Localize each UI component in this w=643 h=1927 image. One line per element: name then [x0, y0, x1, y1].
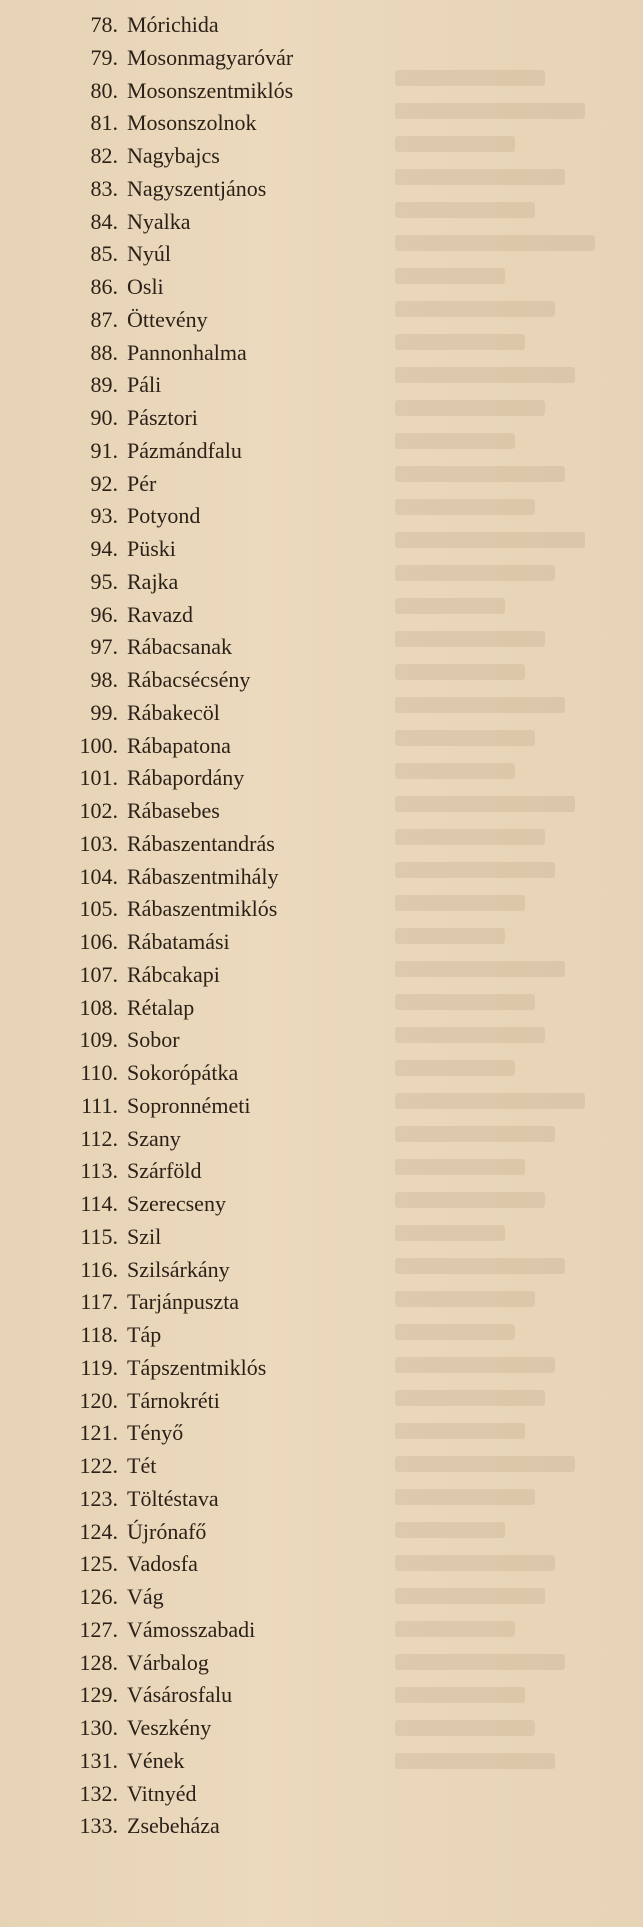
entry-number: 122.: [79, 1453, 118, 1478]
entry-number: 88.: [90, 339, 118, 365]
ghost-text-line: [395, 301, 555, 317]
entry-name: Mosonszentmiklós: [127, 77, 294, 103]
ghost-text-line: [395, 862, 555, 878]
ghost-text-line: [395, 631, 545, 647]
entry-number: 112.: [80, 1125, 118, 1151]
entry-number: 92.: [90, 470, 118, 496]
entry-number: 91.: [90, 437, 118, 463]
entry-number: 126.: [79, 1584, 118, 1609]
ghost-text-line: [395, 1357, 555, 1373]
entry-name: Rábaszentmiklós: [127, 896, 278, 922]
entry-name: Vásárosfalu: [127, 1682, 233, 1708]
entry-name: Mosonszolnok: [127, 110, 257, 136]
entry-number: 100.: [79, 732, 118, 758]
entry-name: Pannonhalma: [127, 339, 247, 365]
entry-number: 101.: [79, 765, 118, 791]
ghost-text-line: [395, 1753, 555, 1769]
ghost-text-line: [395, 466, 565, 482]
entry-number: 102.: [79, 798, 118, 823]
entry-name: Rábakecöl: [127, 699, 220, 725]
entry-name: Tényő: [127, 1420, 184, 1446]
ghost-text-line: [395, 70, 545, 86]
entry-name: Nagybajcs: [127, 143, 220, 168]
entry-number: 78.: [90, 12, 118, 37]
entry-number: 133.: [79, 1813, 118, 1839]
entry-number: 109.: [79, 1027, 118, 1053]
ghost-text-line: [395, 1390, 545, 1406]
ghost-text-line: [395, 400, 545, 416]
entry-number: 81.: [90, 110, 118, 136]
ghost-text-line: [395, 103, 585, 119]
entry-name: Sobor: [127, 1027, 180, 1053]
entry-name: Veszkény: [127, 1715, 212, 1740]
ghost-text-line: [395, 829, 545, 845]
ghost-text-line: [395, 136, 515, 152]
entry-number: 103.: [79, 830, 118, 856]
entry-name: Nyúl: [127, 241, 171, 267]
entry-name: Tét: [127, 1453, 157, 1478]
entry-number: 105.: [79, 896, 118, 922]
entry-name: Tarjánpuszta: [127, 1289, 240, 1315]
entry-number: 85.: [90, 241, 118, 267]
ghost-text-line: [395, 895, 525, 911]
ghost-text-line: [395, 1489, 535, 1505]
entry-name: Ravazd: [127, 601, 193, 627]
ghost-text-line: [395, 169, 565, 185]
entry-number: 124.: [79, 1518, 118, 1544]
entry-number: 119.: [80, 1354, 118, 1380]
ghost-text-line: [395, 235, 595, 251]
ghost-text-line: [395, 367, 575, 383]
entry-number: 94.: [90, 536, 118, 561]
entry-name: Rábapordány: [127, 765, 245, 791]
ghost-text-line: [395, 796, 575, 812]
entry-name: Szerecseny: [127, 1191, 226, 1216]
entry-name: Páli: [127, 372, 162, 398]
entry-number: 95.: [90, 568, 118, 594]
entry-number: 120.: [79, 1387, 118, 1413]
entry-number: 82.: [90, 143, 118, 168]
entry-name: Osli: [127, 274, 164, 299]
entry-name: Rábacsanak: [127, 634, 233, 660]
ghost-text-line: [395, 268, 505, 284]
entry-number: 118.: [80, 1322, 118, 1347]
ghost-text-line: [395, 532, 585, 548]
entry-number: 108.: [79, 994, 118, 1020]
entry-number: 114.: [80, 1191, 118, 1216]
entry-number: 130.: [79, 1715, 118, 1740]
entry-name: Nyalka: [127, 208, 191, 234]
ghost-text-line: [395, 1522, 505, 1538]
ghost-text-line: [395, 1423, 525, 1439]
ghost-text-line: [395, 961, 565, 977]
entry-number: 113.: [80, 1158, 118, 1184]
ghost-text-line: [395, 202, 535, 218]
entry-number: 116.: [80, 1256, 118, 1282]
entry-name: Szárföld: [127, 1158, 202, 1184]
ghost-text-line: [395, 1720, 535, 1736]
ghost-text-line: [395, 1456, 575, 1472]
entry-name: Újrónafő: [127, 1518, 207, 1544]
entry-name: Várbalog: [127, 1649, 209, 1675]
entry-number: 107.: [79, 961, 118, 987]
ghost-text-line: [395, 697, 565, 713]
entry-number: 129.: [79, 1682, 118, 1708]
entry-number: 98.: [90, 667, 118, 692]
ghost-text-line: [395, 1588, 545, 1604]
entry-number: 131.: [79, 1747, 118, 1773]
ghost-text-line: [395, 1291, 535, 1307]
entry-name: Vág: [127, 1584, 164, 1609]
ghost-text-line: [395, 1225, 505, 1241]
entry-number: 79.: [90, 44, 118, 70]
entry-number: 84.: [90, 208, 118, 234]
entry-number: 104.: [79, 863, 118, 889]
entry-name: Szany: [127, 1125, 181, 1151]
entry-name: Tárnokréti: [127, 1387, 220, 1413]
entry-number: 87.: [90, 306, 118, 332]
entry-number: 97.: [90, 634, 118, 660]
ghost-text-line: [395, 334, 525, 350]
entry-name: Potyond: [127, 503, 201, 529]
entry-number: 127.: [79, 1616, 118, 1642]
entry-name: Pásztori: [127, 405, 198, 430]
entry-name: Pázmándfalu: [127, 437, 242, 463]
entry-name: Rajka: [127, 568, 179, 594]
ghost-text-line: [395, 1258, 565, 1274]
entry-name: Mosonmagyaróvár: [127, 44, 294, 70]
entry-number: 83.: [90, 175, 118, 201]
entry-name: Öttevény: [127, 306, 208, 332]
entry-number: 90.: [90, 405, 118, 430]
entry-name: Püski: [127, 536, 176, 561]
ghost-text-line: [395, 1654, 565, 1670]
ghost-text-line: [395, 994, 535, 1010]
entry-number: 115.: [80, 1223, 118, 1249]
entry-name: Rábcakapi: [127, 961, 220, 987]
entry-name: Mórichida: [127, 12, 219, 37]
ghost-text-line: [395, 1060, 515, 1076]
entry-number: 123.: [79, 1485, 118, 1511]
entry-number: 86.: [90, 274, 118, 299]
ghost-text-line: [395, 1126, 555, 1142]
ghost-text-line: [395, 433, 515, 449]
entry-name: Szilsárkány: [127, 1256, 230, 1282]
entry-name: Szil: [127, 1223, 162, 1249]
ghost-text-line: [395, 763, 515, 779]
entry-number: 125.: [79, 1551, 118, 1577]
ghost-text-line: [395, 1093, 585, 1109]
entry-name: Táp: [127, 1322, 162, 1347]
entry-number: 89.: [90, 372, 118, 398]
entry-number: 80.: [90, 77, 118, 103]
entry-name: Vámosszabadi: [127, 1616, 256, 1642]
entry-name: Vadosfa: [127, 1551, 198, 1577]
ghost-text-line: [395, 1324, 515, 1340]
bleed-through-text: [395, 70, 635, 1850]
entry-name: Sokorópátka: [127, 1060, 239, 1085]
ghost-text-line: [395, 730, 535, 746]
entry-number: 117.: [80, 1289, 118, 1315]
entry-name: Vitnyéd: [127, 1780, 197, 1806]
entry-name: Rábaszentandrás: [127, 830, 275, 856]
ghost-text-line: [395, 499, 535, 515]
ghost-text-line: [395, 1687, 525, 1703]
entry-name: Rábasebes: [127, 798, 220, 823]
entry-number: 121.: [79, 1420, 118, 1446]
ghost-text-line: [395, 1192, 545, 1208]
entry-number: 96.: [90, 601, 118, 627]
entry-name: Zsebeháza: [127, 1813, 220, 1839]
entry-name: Töltéstava: [127, 1485, 219, 1511]
entry-number: 128.: [79, 1649, 118, 1675]
entry-number: 110.: [80, 1060, 118, 1085]
ghost-text-line: [395, 664, 525, 680]
entry-number: 106.: [79, 929, 118, 954]
entry-name: Sopronnémeti: [127, 1092, 251, 1118]
entry-name: Nagyszentjános: [127, 175, 267, 201]
ghost-text-line: [395, 565, 555, 581]
entry-name: Rétalap: [127, 994, 195, 1020]
ghost-text-line: [395, 598, 505, 614]
ghost-text-line: [395, 1027, 545, 1043]
entry-name: Rábatamási: [127, 929, 230, 954]
entry-name: Pér: [127, 470, 157, 496]
entry-number: 93.: [90, 503, 118, 529]
ghost-text-line: [395, 1621, 515, 1637]
entry-name: Tápszentmiklós: [127, 1354, 267, 1380]
entry-number: 99.: [90, 699, 118, 725]
ghost-text-line: [395, 1159, 525, 1175]
ghost-text-line: [395, 928, 505, 944]
entry-number: 111.: [81, 1092, 118, 1118]
entry-number: 132.: [79, 1780, 118, 1806]
ghost-text-line: [395, 1555, 555, 1571]
entry-name: Rábaszentmihály: [127, 863, 279, 889]
entry-name: Vének: [127, 1747, 185, 1773]
entry-name: Rábacsécsény: [127, 667, 251, 692]
entry-name: Rábapatona: [127, 732, 231, 758]
